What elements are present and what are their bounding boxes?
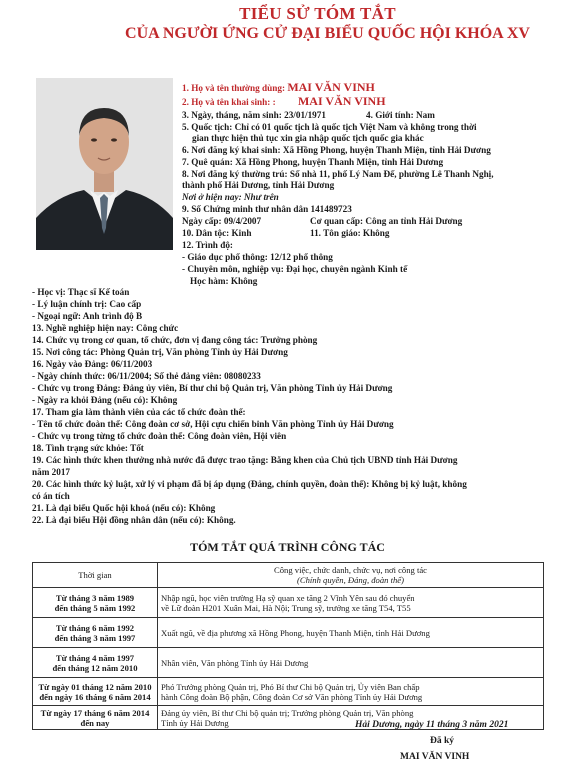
field-political-theory: - Lý luận chính trị: Cao cấp (32, 299, 142, 309)
field-residence-1: 8. Nơi đăng ký thường trú: Số nhà 11, phố Lý Nam Đế, phường Lê Thanh Nghị, (182, 169, 494, 179)
field-residence-2: thành phố Hải Dương, tỉnh Hải Dương (182, 180, 335, 190)
table-row (33, 678, 544, 706)
portrait-photo (36, 78, 173, 250)
field-gender: 4. Giới tính: Nam (366, 110, 435, 120)
field-id-number: 9. Số Chứng minh thư nhân dân 141489723 (182, 204, 352, 214)
field-discipline-2: có án tích (32, 491, 70, 501)
column-header-work: Công việc, chức danh, chức vụ, nơi công tác (Chính quyền, Đảng, đoàn thể) (158, 563, 544, 588)
field-hometown: 7. Quê quán: Xã Hồng Phong, huyện Thanh Miện, tỉnh Hải Dương (182, 157, 444, 167)
work-cell: Nhập ngũ, học viên trường Hạ sỹ quan xe tăng 2 Vĩnh Yên sau đó chuyển về Lữ đoàn H201 Xuân Mai, Hà Nội; Trung sỹ, trưởng xe tăng T54, T55 (158, 588, 544, 618)
field-health: 18. Tình trạng sức khỏe: Tốt (32, 443, 144, 453)
field-organization-roles: - Chức vụ trong từng tổ chức đoàn thể: Công đoàn viên, Hội viên (32, 431, 287, 441)
table-header-row (33, 563, 544, 588)
field-party-position: - Chức vụ trong Đảng: Đảng ủy viên, Bí thư chi bộ Quản trị, Văn phòng Tỉnh ủy Hải Dương (32, 383, 393, 393)
time-cell: Từ ngày 17 tháng 6 năm 2014 đến nay (33, 706, 158, 730)
field-nationality-1: 5. Quốc tịch: Chỉ có 01 quốc tịch là quốc tịch Việt Nam và không trong thời (182, 122, 477, 132)
table-row (33, 588, 544, 618)
work-cell: Xuất ngũ, về địa phương xã Hồng Phong, huyện Thanh Miện, tỉnh Hải Dương (158, 618, 544, 648)
work-history-table (32, 562, 544, 730)
signature-place-date: Hải Dương, ngày 11 tháng 3 năm 2021 (355, 720, 509, 730)
field-id-date: Ngày cấp: 09/4/2007 (182, 216, 262, 226)
document-subtitle: CỦA NGƯỜI ỨNG CỬ ĐẠI BIỂU QUỐC HỘI KHÓA XV (125, 25, 530, 42)
field-id-agency: Cơ quan cấp: Công an tỉnh Hải Dương (310, 216, 463, 226)
field-general-education: - Giáo dục phổ thông: 12/12 phổ thông (182, 252, 333, 262)
time-cell: Từ tháng 6 năm 1992 đến tháng 3 năm 1997 (33, 618, 158, 648)
field-party-official: - Ngày chính thức: 06/11/2004; Số thẻ đảng viên: 08080233 (32, 371, 261, 381)
field-awards-1: 19. Các hình thức khen thưởng nhà nước đã được trao tặng: Bằng khen của Chủ tịch UBND tỉnh Hải Dương (32, 455, 458, 465)
signature-name: MAI VĂN VINH (400, 752, 470, 762)
time-cell: Từ ngày 01 tháng 12 năm 2010 đến ngày 16 tháng 6 năm 2014 (33, 678, 158, 706)
field-position: 14. Chức vụ trong cơ quan, tổ chức, đơn vị đang công tác: Trưởng phòng (32, 335, 318, 345)
field-discipline-1: 20. Các hình thức kỷ luật, xử lý vi phạm đã bị áp dụng (Đảng, chính quyền, đoàn thể): Không bị kỷ luật, không (32, 479, 467, 489)
table-row (33, 648, 544, 678)
signature-status: Đã ký (430, 736, 455, 746)
field-birth-name: 2. Họ và tên khai sinh: : MAI VĂN VINH (182, 94, 386, 108)
table-row (33, 618, 544, 648)
history-title: TÓM TẮT QUÁ TRÌNH CÔNG TÁC (190, 540, 385, 554)
field-organizations: 17. Tham gia làm thành viên của các tổ chức đoàn thể: (32, 407, 246, 417)
field-specialty: - Chuyên môn, nghiệp vụ: Đại học, chuyên ngành Kinh tế (182, 264, 408, 274)
time-cell: Từ tháng 4 năm 1997 đến tháng 12 năm 2010 (33, 648, 158, 678)
field-national-assembly: 21. Là đại biểu Quốc hội khoá (nếu có): Không (32, 503, 216, 513)
field-workplace: 15. Nơi công tác: Phòng Quản trị, Văn phòng Tỉnh ủy Hải Dương (32, 347, 288, 357)
column-header-time: Thời gian (33, 563, 158, 588)
field-degree: - Học vị: Thạc sĩ Kế toán (32, 287, 130, 297)
field-dob: 3. Ngày, tháng, năm sinh: 23/01/1971 (182, 110, 326, 120)
work-cell: Nhân viên, Văn phòng Tỉnh ủy Hải Dương (158, 648, 544, 678)
field-awards-2: năm 2017 (32, 467, 71, 477)
field-peoples-council: 22. Là đại biểu Hội đồng nhân dân (nếu có): Không. (32, 515, 236, 525)
field-party-leave: - Ngày ra khỏi Đảng (nếu có): Không (32, 395, 178, 405)
field-current-address: Nơi ở hiện nay: Như trên (182, 192, 279, 202)
time-cell: Từ tháng 3 năm 1989 đến tháng 5 năm 1992 (33, 588, 158, 618)
field-common-name: 1. Họ và tên thường dùng: MAI VĂN VINH (182, 80, 375, 94)
field-nationality-2: gian thực hiện thủ tục xin gia nhập quốc tịch quốc gia khác (192, 133, 424, 143)
field-foreign-language: - Ngoại ngữ: Anh trình độ B (32, 311, 143, 321)
work-cell: Phó Trưởng phòng Quản trị, Phó Bí thư Chi bộ Quản trị, Ủy viên Ban chấp hành Công đoàn Bộ phận, Công đoàn Cơ sở Văn phòng Tỉnh ủy Hải Dương (158, 678, 544, 706)
field-occupation: 13. Nghề nghiệp hiện nay: Công chức (32, 323, 179, 333)
field-academic-title: Học hàm: Không (190, 276, 258, 286)
field-religion: 11. Tôn giáo: Không (310, 228, 390, 238)
field-birth-registration: 6. Nơi đăng ký khai sinh: Xã Hồng Phong, huyện Thanh Miện, tỉnh Hải Dương (182, 145, 491, 155)
field-education: 12. Trình độ: (182, 240, 233, 250)
field-organization-names: - Tên tổ chức đoàn thể: Công đoàn cơ sở, Hội cựu chiến binh Văn phòng Tỉnh ủy Hải Dương (32, 419, 394, 429)
work-cell: Đảng ủy viên, Bí thư Chi bộ quản trị; Trưởng phòng Quản trị, Văn phòng Tỉnh ủy Hải Dương (158, 706, 544, 730)
field-ethnicity: 10. Dân tộc: Kinh (182, 228, 252, 238)
document-title: TIỂU SỬ TÓM TẮT (239, 4, 396, 23)
field-party-join-date: 16. Ngày vào Đảng: 06/11/2003 (32, 359, 153, 369)
